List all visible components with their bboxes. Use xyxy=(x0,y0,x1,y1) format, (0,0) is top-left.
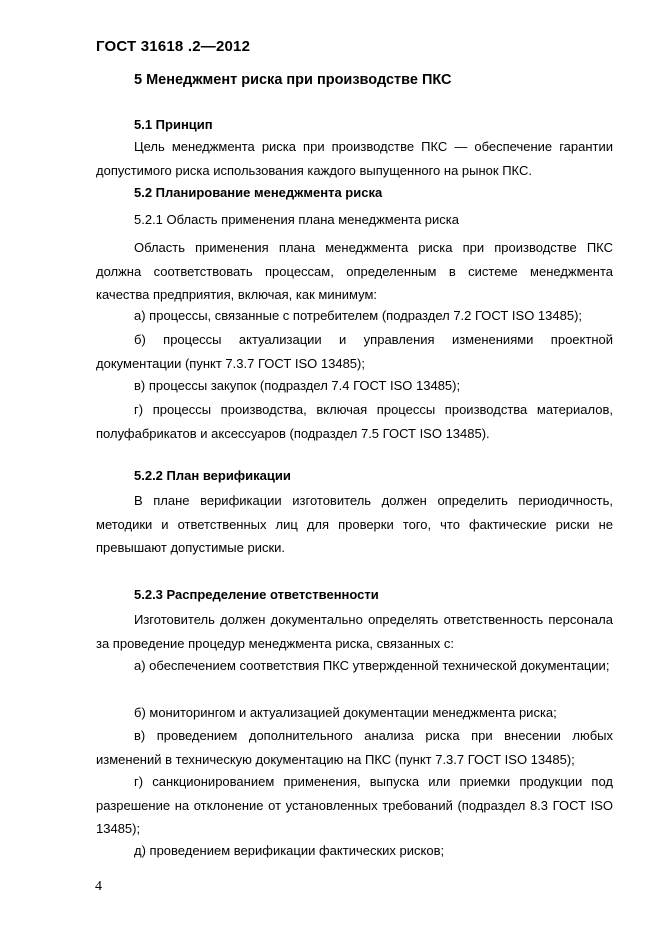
subsection-5-2-1-paragraph: Область применения плана менеджмента риска при производстве ПКС должна соответствовать процессам, определенным в системе менеджмента качества предприятия, включая, как минимум: xyxy=(96,240,613,303)
page-number: 4 xyxy=(95,879,102,894)
list-item-5-2-3-e: д) проведением верификации фактических рисков; xyxy=(134,843,445,858)
list-item-5-2-3-b: б) мониторингом и актуализацией документации менеджмента риска; xyxy=(134,705,557,720)
document-header: ГОСТ 31618 .2—2012 xyxy=(96,38,251,55)
subsection-5-2-heading: 5.2 Планирование менеджмента риска xyxy=(134,185,383,200)
subsection-5-1-paragraph: Цель менеджмента риска при производстве ПКС — обеспечение гарантии допустимого риска использования каждого выпущенного на рынок ПКС. xyxy=(96,139,613,178)
list-item-5-2-1-d: г) процессы производства, включая процессы производства материалов, полуфабрикатов и аксессуаров (подраздел 7.5 ГОСТ ISO 13485). xyxy=(96,402,613,441)
list-item-5-2-1-b: б) процессы актуализации и управления изменениями проектной документации (пункт 7.3.7 ГОСТ ISO 13485); xyxy=(96,332,613,371)
list-item-5-2-3-d: г) санкционированием применения, выпуска или приемки продукции под разрешение на отклонение от установленных требований (подраздел 8.3 ГОСТ ISO 13485); xyxy=(96,774,613,837)
list-item-5-2-1-a: а) процессы, связанные с потребителем (подраздел 7.2 ГОСТ ISO 13485); xyxy=(134,308,583,323)
subsection-5-2-3-heading: 5.2.3 Распределение ответственности xyxy=(134,587,379,602)
section-title: 5 Менеджмент риска при производстве ПКС xyxy=(134,72,452,88)
subsection-5-2-3-paragraph: Изготовитель должен документально определять ответственность персонала за проведение процедур менеджмента риска, связанных с: xyxy=(96,612,613,651)
subsection-5-1-heading: 5.1 Принцип xyxy=(134,117,213,132)
subsection-5-2-2-heading: 5.2.2 План верификации xyxy=(134,468,291,483)
list-item-5-2-1-c: в) процессы закупок (подраздел 7.4 ГОСТ ISO 13485); xyxy=(134,378,461,393)
list-item-5-2-3-a: а) обеспечением соответствия ПКС утвержденной технической документации; xyxy=(134,658,610,673)
subsection-5-2-1-title: 5.2.1 Область применения плана менеджмента риска xyxy=(134,212,459,227)
list-item-5-2-3-c: в) проведением дополнительного анализа риска при внесении любых изменений в техническую документацию на ПКС (пункт 7.3.7 ГОСТ ISO 13485); xyxy=(96,728,613,767)
subsection-5-2-2-paragraph: В плане верификации изготовитель должен определить периодичность, методики и ответственных лиц для проверки того, что фактические риски не превышают допустимые риски. xyxy=(96,493,613,556)
